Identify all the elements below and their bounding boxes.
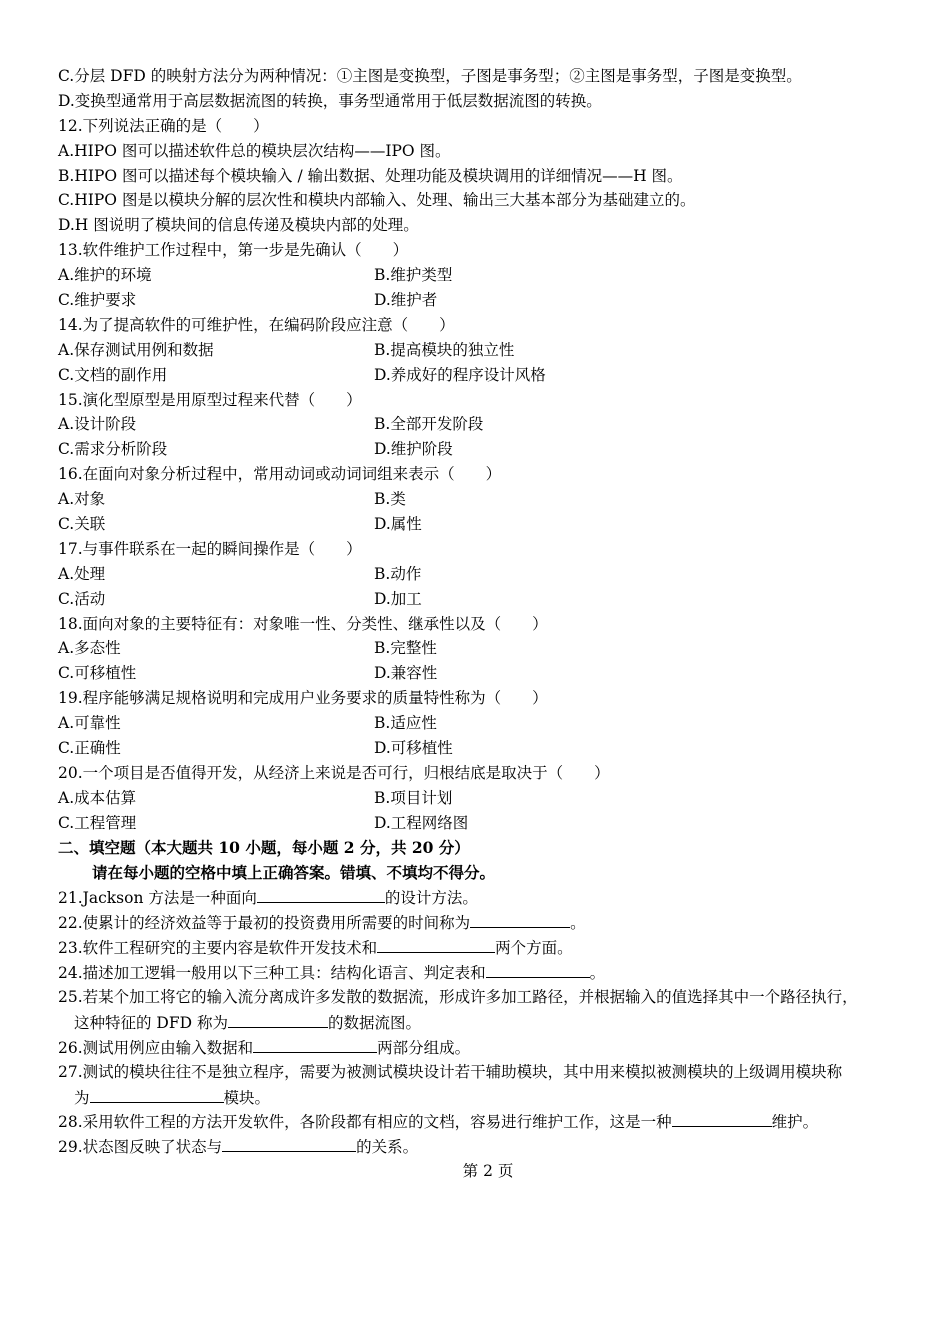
q14-option-a: A.保存测试用例和数据	[58, 340, 214, 359]
q21-answer-blank[interactable]	[257, 885, 385, 903]
q20-option-a: A.成本估算	[58, 788, 137, 807]
q11-option-c: C.分层 DFD 的映射方法分为两种情况：①主图是变换型，子图是事务型；②主图是事务型，子图是变换型。	[58, 67, 802, 85]
q15-option-a: A.设计阶段	[58, 415, 137, 434]
q13-option-c: C.维护要求	[58, 291, 137, 310]
q28-answer-blank[interactable]	[672, 1109, 772, 1127]
q18-options-row1	[58, 636, 918, 661]
q28-text-pre: 28.采用软件工程的方法开发软件，各阶段都有相应的文档，容易进行维护工作，这是一种	[58, 1113, 672, 1132]
q13-option-d: D.维护者	[374, 291, 438, 310]
q27-answer-blank[interactable]	[90, 1085, 224, 1103]
q19-options-row2	[58, 736, 918, 761]
q22	[58, 910, 918, 935]
q13-options-row1	[58, 263, 918, 288]
q26-text-post: 两部分组成。	[377, 1038, 471, 1057]
q27-text-pre: 为	[74, 1088, 90, 1107]
q17-options-row1	[58, 562, 918, 587]
q27-line2	[58, 1085, 918, 1110]
q19-option-b: B.适应性	[374, 714, 437, 733]
q25-answer-blank[interactable]	[228, 1010, 328, 1028]
q20-option-d: D.工程网络图	[374, 813, 469, 832]
q17-option-a: A.处理	[58, 564, 106, 583]
q15-options-row2	[58, 437, 918, 462]
q24	[58, 960, 918, 985]
q16-stem: 16.在面向对象分析过程中，常用动词或动词词组来表示（ ）	[58, 465, 502, 484]
q28	[58, 1109, 918, 1134]
q25-line1: 25.若某个加工将它的输入流分离成许多发散的数据流，形成许多加工路径，并根据输入的值选择其中一个路径执行，	[58, 987, 858, 1006]
q20-options-row2	[58, 811, 918, 836]
q14-stem: 14.为了提高软件的可维护性，在编码阶段应注意（ ）	[58, 315, 455, 334]
q29-text-post: 的关系。	[356, 1138, 419, 1157]
q29-answer-blank[interactable]	[222, 1134, 356, 1152]
q14-options-row2	[58, 363, 918, 388]
q25-text-pre: 这种特征的 DFD 称为	[74, 1013, 228, 1032]
q16-option-c: C.关联	[58, 515, 106, 534]
q15-option-b: B.全部开发阶段	[374, 415, 484, 434]
q22-text-post: 。	[570, 914, 586, 933]
q12-option-a: A.HIPO 图可以描述软件总的模块层次结构——IPO 图。	[58, 141, 451, 160]
q15-stem: 15.演化型原型是用原型过程来代替（ ）	[58, 390, 362, 409]
q19-options-row1	[58, 711, 918, 736]
q26-text-pre: 26.测试用例应由输入数据和	[58, 1038, 254, 1057]
q16-option-d: D.属性	[374, 515, 422, 534]
q19-option-c: C.正确性	[58, 739, 121, 758]
q21	[58, 885, 918, 910]
q21-text-post: 的设计方法。	[384, 889, 478, 908]
q17-option-b: B.动作	[374, 564, 422, 583]
q18-option-c: C.可移植性	[58, 664, 137, 683]
q24-text-pre: 24.描述加工逻辑一般用以下三种工具：结构化语言、判定表和	[58, 964, 486, 983]
q16-option-b: B.类	[374, 490, 406, 509]
q11-option-d: D.变换型通常用于高层数据流图的转换，事务型通常用于低层数据流图的转换。	[58, 91, 602, 110]
q13-option-b: B.维护类型	[374, 266, 453, 285]
q14-option-c: C.文档的副作用	[58, 365, 168, 384]
section-2-instruction: 请在每小题的空格中填上正确答案。错填、不填均不得分。	[92, 862, 496, 882]
q29	[58, 1134, 918, 1159]
q21-text-pre: 21.Jackson 方法是一种面向	[58, 889, 257, 908]
q16-options-row1	[58, 487, 918, 512]
q23-text-post: 两个方面。	[495, 939, 573, 958]
q20-option-b: B.项目计划	[374, 788, 453, 807]
q14-option-d: D.养成好的程序设计风格	[374, 365, 546, 384]
q17-option-c: C.活动	[58, 589, 106, 608]
q22-text-pre: 22.使累计的经济效益等于最初的投资费用所需要的时间称为	[58, 914, 471, 933]
q18-option-b: B.完整性	[374, 639, 437, 658]
q22-answer-blank[interactable]	[470, 910, 570, 928]
q17-stem: 17.与事件联系在一起的瞬间操作是（ ）	[58, 539, 362, 558]
q13-option-a: A.维护的环境	[58, 266, 152, 285]
q13-stem: 13.软件维护工作过程中，第一步是先确认（ ）	[58, 241, 409, 260]
q27-line1: 27.测试的模块往往不是独立程序，需要为被测试模块设计若干辅助模块，其中用来模拟被测模块的上级调用模块称	[58, 1062, 843, 1081]
q18-options-row2	[58, 661, 918, 686]
q25-text-post: 的数据流图。	[327, 1013, 421, 1032]
q23	[58, 935, 918, 960]
q15-option-c: C.需求分析阶段	[58, 440, 168, 459]
q12-option-d: D.H 图说明了模块间的信息传递及模块内部的处理。	[58, 216, 419, 235]
q12-stem: 12.下列说法正确的是（ ）	[58, 116, 269, 135]
section-2-title: 二、填空题（本大题共 10 小题，每小题 2 分，共 20 分）	[58, 837, 470, 857]
q18-option-a: A.多态性	[58, 639, 121, 658]
page-number: 第 2 页	[462, 1162, 514, 1181]
q14-option-b: B.提高模块的独立性	[374, 340, 515, 359]
q26	[58, 1035, 918, 1060]
q14-options-row1	[58, 338, 918, 363]
exam-page	[58, 64, 918, 1184]
q19-option-d: D.可移植性	[374, 739, 453, 758]
q16-options-row2	[58, 512, 918, 537]
q29-text-pre: 29.状态图反映了状态与	[58, 1138, 223, 1157]
q19-option-a: A.可靠性	[58, 714, 121, 733]
q16-option-a: A.对象	[58, 490, 106, 509]
q23-answer-blank[interactable]	[377, 935, 495, 953]
q24-answer-blank[interactable]	[486, 960, 590, 978]
q18-stem: 18.面向对象的主要特征有：对象唯一性、分类性、继承性以及（ ）	[58, 614, 548, 633]
q23-text-pre: 23.软件工程研究的主要内容是软件开发技术和	[58, 939, 378, 958]
q15-option-d: D.维护阶段	[374, 440, 453, 459]
q17-option-d: D.加工	[374, 589, 422, 608]
q17-options-row2	[58, 587, 918, 612]
q27-text-post: 模块。	[223, 1088, 271, 1107]
q20-option-c: C.工程管理	[58, 813, 137, 832]
q12-option-c: C.HIPO 图是以模块分解的层次性和模块内部输入、处理、输出三大基本部分为基础建立的。	[58, 191, 696, 210]
q13-options-row2	[58, 288, 918, 313]
q18-option-d: D.兼容性	[374, 664, 438, 683]
q12-option-b: B.HIPO 图可以描述每个模块输入 / 输出数据、处理功能及模块调用的详细情况——H 图。	[58, 166, 683, 185]
q25-line2	[58, 1010, 918, 1035]
q20-options-row1	[58, 786, 918, 811]
q20-stem: 20.一个项目是否值得开发，从经济上来说是否可行，归根结底是取决于（ ）	[58, 763, 610, 782]
q15-options-row1	[58, 412, 918, 437]
q28-text-post: 维护。	[771, 1113, 819, 1132]
q26-answer-blank[interactable]	[253, 1035, 377, 1053]
q24-text-post: 。	[589, 964, 606, 983]
q19-stem: 19.程序能够满足规格说明和完成用户业务要求的质量特性称为（ ）	[58, 689, 548, 708]
